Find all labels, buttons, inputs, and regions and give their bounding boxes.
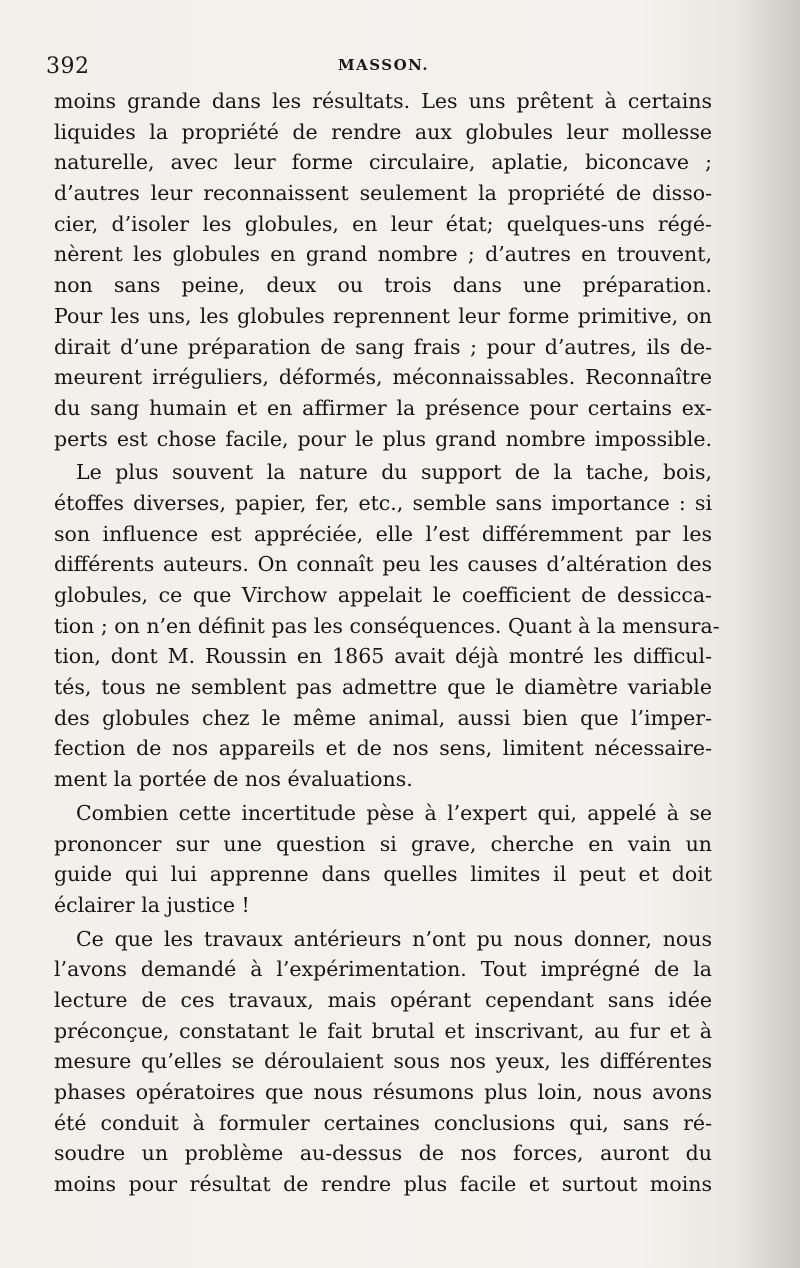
text-line: phases opératoires que nous résumons plus loin, nous avons [54,1080,712,1104]
text-line: moins pour résultat de rendre plus facile et surtout moins [54,1172,712,1197]
body-text [54,86,720,1200]
text-line: d’autres leur reconnaissent seulement la propriété de disso- [54,181,712,206]
text-line: Pour les uns, les globules reprennent leur forme primitive, on [54,303,712,328]
text-line: guide qui lui apprenne dans quelles limites il peut et doit [54,862,712,887]
text-line: naturelle, avec leur forme circulaire, aplatie, biconcave ; [54,150,712,175]
text-line: nèrent les globules en grand nombre ; d’autres en trouvent, [54,242,712,267]
text-line: Le plus souvent la nature du support de la tache, bois, [76,460,712,485]
text-line: meurent irréguliers, déformés, méconnaissables. Reconnaître [54,365,712,390]
text-line: tés, tous ne semblent pas admettre que le diamètre variable [54,675,712,700]
running-head: MASSON. [338,56,430,74]
text-line: globules, ce que Virchow appelait le coefficient de dessicca- [54,583,712,607]
paragraph [54,924,712,1200]
text-line: moins grande dans les résultats. Les uns prêtent à certains [54,89,712,113]
text-line: des globules chez le même animal, aussi bien que l’imper- [54,705,712,730]
paragraph [54,86,712,454]
paragraph [54,798,712,921]
text-line: différents auteurs. On connaît peu les causes d’altération des [54,552,712,577]
text-line: l’avons demandé à l’expérimentation. Tout imprégné de la [54,957,712,982]
paragraph [54,457,720,795]
text-line: Ce que les travaux antérieurs n’ont pu nous donner, nous [76,926,712,951]
text-line: cier, d’isoler les globules, en leur état; quelques-uns régé- [54,211,712,236]
text-line: lecture de ces travaux, mais opérant cependant sans idée [54,987,712,1012]
text-line: son influence est appréciée, elle l’est différemment par les [54,521,712,546]
text-line: Combien cette incertitude pèse à l’expert qui, appelé à se [76,800,712,825]
text-line: non sans peine, deux ou trois dans une préparation. [54,273,712,298]
text-line: préconçue, constatant le fait brutal et inscrivant, au fur et à [54,1018,712,1043]
text-line: tion ; on n’en définit pas les conséquences. Quant à la mensura- [54,613,720,638]
text-line: du sang humain et en affirmer la présence pour certains ex- [54,395,712,420]
text-line: soudre un problème au-dessus de nos forces, auront du [54,1141,712,1166]
text-line: été conduit à formuler certaines conclusions qui, sans ré- [54,1110,712,1135]
text-line: étoffes diverses, papier, fer, etc., semble sans importance : si [54,490,712,515]
text-line: prononcer sur une question si grave, cherche en vain un [54,831,712,856]
text-line: perts est chose facile, pour le plus grand nombre impossible. [54,426,712,451]
page-number: 392 [46,54,90,79]
page-header [46,52,746,82]
text-line: fection de nos appareils et de nos sens, limitent nécessaire- [54,736,712,761]
text-line: liquides la propriété de rendre aux globules leur mollesse [54,119,712,144]
text-line: ment la portée de nos évaluations. [54,767,413,792]
text-line: tion, dont M. Roussin en 1865 avait déjà montré les difficul- [54,644,712,669]
text-line: éclairer la justice ! [54,892,250,917]
text-line: mesure qu’elles se déroulaient sous nos yeux, les différentes [54,1049,712,1074]
text-line: dirait d’une préparation de sang frais ; pour d’autres, ils de- [54,334,712,359]
